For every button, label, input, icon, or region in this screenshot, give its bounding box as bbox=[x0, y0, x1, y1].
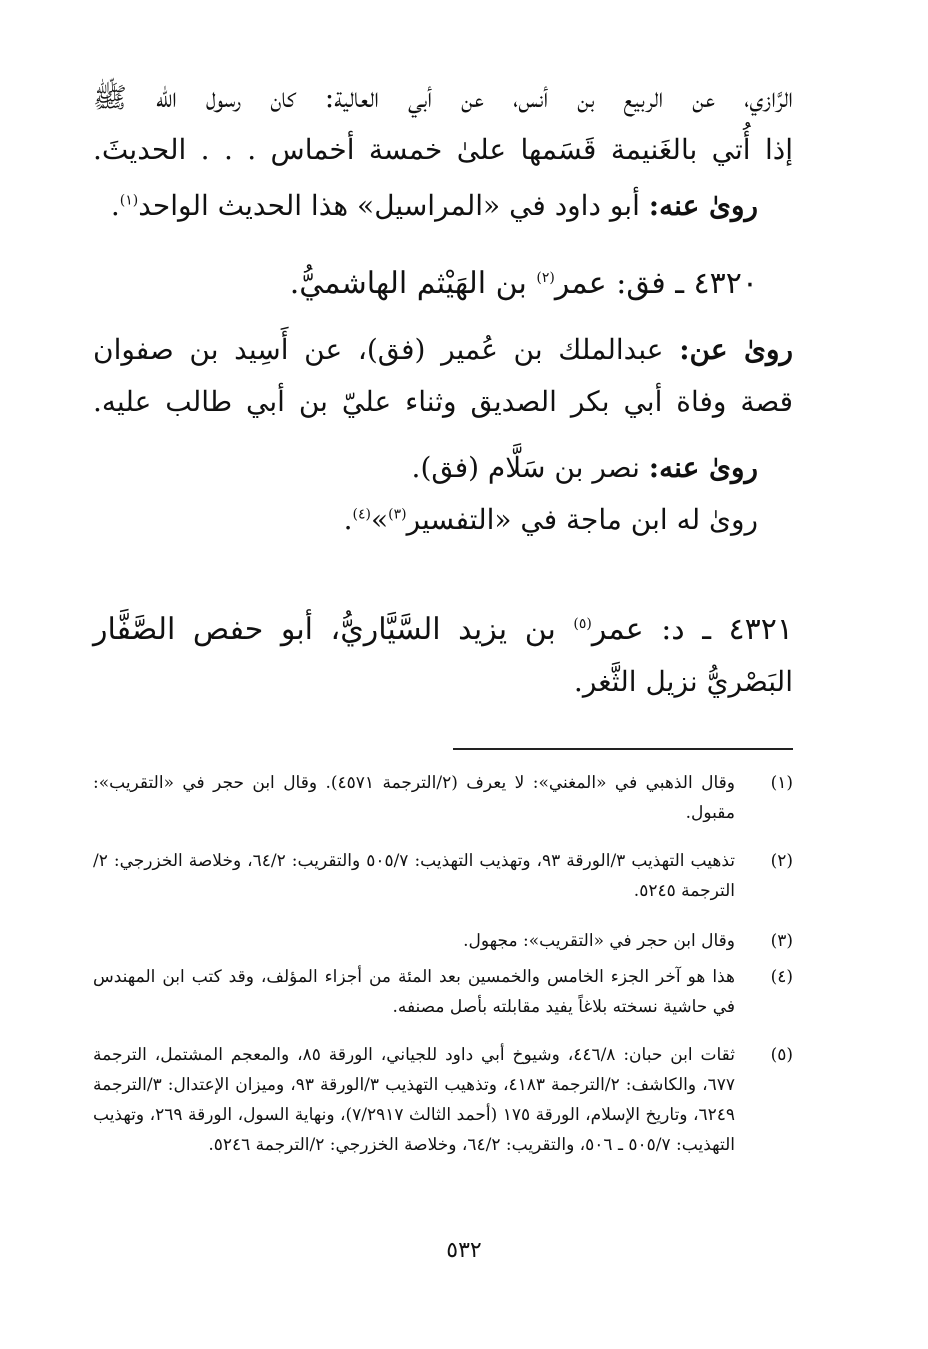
footnote-text: هذا هو آخر الجزء الخامس والخمسين بعد المئة من أجزاء المؤلف، وقد كتب ابن المهندس في حاشية نسخته بلاغاً يفيد مقابلته بأصل مصنفه. bbox=[93, 967, 735, 1017]
entry-heading-4320 bbox=[93, 264, 758, 304]
footnote-4 bbox=[93, 962, 793, 1022]
footnote-5 bbox=[93, 1040, 793, 1160]
page-number: ٥٣٢ bbox=[446, 1238, 482, 1263]
footnote-separator bbox=[453, 748, 793, 750]
footnote-text: وقال الذهبي في «المغني»: لا يعرف (٢/الترجمة ٤٥٧١). وقال ابن حجر في «التقريب»: مقبول. bbox=[93, 773, 735, 823]
period: . bbox=[343, 503, 353, 536]
quote-close: » bbox=[370, 503, 389, 536]
entry-name: بن الهَيْثم الهاشميُّ. bbox=[289, 266, 527, 301]
body-line-1: الرَّازي، عن الربيع بن أنس، عن أبي العالية: كان رسول الله ﷺ bbox=[93, 81, 793, 114]
footnote-number: (٢) bbox=[770, 851, 793, 871]
footnote-2 bbox=[93, 846, 793, 906]
narrated-from-label-2: روىٰ عنه: bbox=[648, 451, 758, 484]
footnote-ref-2: (٢) bbox=[536, 270, 555, 286]
body-line-10: البَصْريُّ نزيل الثَّغر. bbox=[573, 665, 793, 698]
footnote-ref-5: (٥) bbox=[573, 616, 592, 632]
footnote-number: (٣) bbox=[770, 931, 793, 951]
ibn-majah-text: روىٰ له ابن ماجة في «التفسير bbox=[406, 503, 758, 536]
body-line-8 bbox=[93, 500, 758, 540]
footnote-number: (٤) bbox=[770, 967, 793, 987]
footnote-ref-3: (٣) bbox=[388, 506, 407, 523]
entry-heading-4321 bbox=[93, 610, 793, 650]
entry-number: ٤٣٢٠ ـ فق: عمر bbox=[554, 266, 758, 301]
entry-name: بن يزيد السَّيَّاريُّ، أبو حفص الصَّفَّار bbox=[93, 612, 556, 647]
body-line-7 bbox=[93, 448, 758, 488]
footnote-number: (١) bbox=[770, 773, 793, 793]
narrated-from-text: أبو داود في «المراسيل» هذا الحديث الواحد bbox=[138, 189, 640, 222]
period: . bbox=[110, 189, 120, 222]
entry-number: ٤٣٢١ ـ د: عمر bbox=[591, 612, 793, 647]
footnote-text: وقال ابن حجر في «التقريب»: مجهول. bbox=[463, 931, 735, 951]
body-line-5 bbox=[93, 330, 793, 370]
body-line-3 bbox=[93, 186, 758, 226]
footnote-ref-4: (٤) bbox=[352, 506, 371, 523]
narrated-from-label: روىٰ عنه: bbox=[648, 189, 758, 222]
footnote-text: ثقات ابن حبان: ٤٤٦/٨، وشيوخ أبي داود للجياني، الورقة ٨٥، والمعجم المشتمل، الترجمة ٦٧٧، والكاشف: ٢/الترجمة ٤١٨٣، وتذهيب التهذيب ٣/الورقة ٩٣، وميزان الإعتدال: ٣/الترجمة ٦٢٤٩، وتاريخ الإسلام، الورقة ١٧٥ (أحمد الثالث ٧/٢٩١٧)، ونهاية السول، الورقة ٢٦٩، وتهذيب التهذيب: ٥٠٥/٧ ـ ٥٠٦، والتقريب: ٦٤/٢، وخلاصة الخزرجي: ٢/الترجمة ٥٢٤٦. bbox=[93, 1045, 736, 1155]
footnote-3 bbox=[93, 926, 793, 956]
narrated-on-label: روىٰ عن: bbox=[679, 333, 793, 366]
narrated-from-text-2: نصر بن سَلَّام (فق). bbox=[411, 451, 640, 484]
footnote-text: تذهيب التهذيب ٣/الورقة ٩٣، وتهذيب التهذيب: ٥٠٥/٧ والتقريب: ٦٤/٢، وخلاصة الخزرجي: ٢/الترجمة ٥٢٤٥. bbox=[93, 851, 735, 901]
footnote-ref-1: (١) bbox=[119, 192, 139, 209]
footnote-number: (٥) bbox=[770, 1045, 793, 1065]
narrated-on-text: عبدالملك بن عُمير (فق)، عن أَسِيد بن صفوان bbox=[93, 333, 664, 366]
footnote-1 bbox=[93, 768, 793, 828]
body-line-2: إذا أُتي بالغَنيمة قَسَمها علىٰ خمسة أخماس . . . الحديثَ. bbox=[93, 133, 793, 166]
body-line-6: قصة وفاة أبي بكر الصديق وثناء عليّ بن أبي طالب عليه. bbox=[93, 385, 793, 418]
